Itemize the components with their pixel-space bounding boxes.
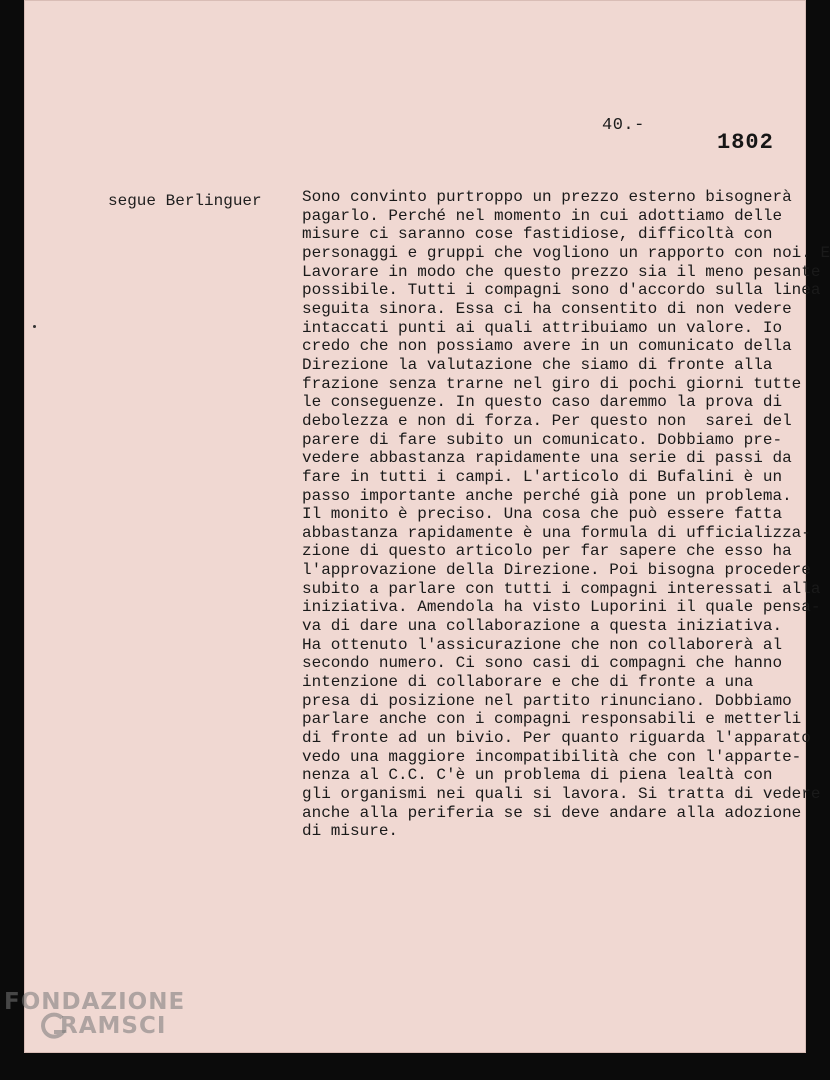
margin-mark bbox=[33, 325, 36, 328]
page-number: 40.- bbox=[602, 116, 645, 135]
text-line: personaggi e gruppi che vogliono un rapporto con noi. E bbox=[302, 243, 830, 262]
watermark-line-2: RAMSCI bbox=[60, 1013, 167, 1039]
text-line: Ha ottenuto l'assicurazione che non collaborerà al bbox=[302, 635, 783, 654]
text-line: zione di questo articolo per far sapere che esso ha bbox=[302, 542, 792, 561]
text-line: intenzione di collaborare e che di fronte a una bbox=[302, 673, 754, 692]
text-line: frazione senza trarne nel giro di pochi giorni tutte bbox=[302, 374, 802, 393]
text-line: gli organismi nei quali si lavora. Si tratta di vedere bbox=[302, 785, 821, 803]
text-line: debolezza e non di forza. Per questo non sarei del bbox=[302, 411, 792, 430]
text-line: di misure. bbox=[302, 822, 399, 841]
text-line: fare in tutti i campi. L'articolo di Bufalini è un bbox=[302, 467, 783, 486]
text-line: credo che non possiamo avere in un comunicato della bbox=[302, 337, 792, 356]
text-line: parlare anche con i compagni responsabili e metterli bbox=[302, 710, 802, 729]
fondazione-gramsci-watermark bbox=[4, 990, 185, 1038]
text-line: secondo numero. Ci sono casi di compagni che hanno bbox=[302, 654, 783, 673]
text-line: parere di fare subito un comunicato. Dobbiamo pre- bbox=[302, 430, 783, 449]
text-line: abbastanza rapidamente è una formula di ufficializza- bbox=[302, 523, 811, 542]
text-line: Il monito è preciso. Una cosa che può essere fatta bbox=[302, 505, 783, 524]
text-line: Lavorare in modo che questo prezzo sia il meno pesante bbox=[302, 262, 821, 281]
text-line: misure ci saranno cose fastidiose, difficoltà con bbox=[302, 225, 773, 244]
text-line: di fronte ad un bivio. Per quanto riguarda l'apparato bbox=[302, 729, 811, 748]
text-line: vedo una maggiore incompatibilità che con l'apparte- bbox=[302, 747, 802, 766]
text-line: l'approvazione della Direzione. Poi bisogna procedere bbox=[302, 561, 811, 580]
text-line: intaccati punti ai quali attribuiamo un valore. Io bbox=[302, 318, 783, 337]
document-number: 1802 bbox=[717, 130, 774, 155]
text-line: Direzione la valutazione che siamo di fronte alla bbox=[302, 355, 773, 374]
text-line: seguita sinora. Essa ci ha consentito di non vedere bbox=[302, 299, 792, 318]
text-line: le conseguenze. In questo caso daremmo la prova di bbox=[302, 393, 783, 412]
text-line: vedere abbastanza rapidamente una serie di passi da bbox=[302, 449, 792, 468]
text-line: iniziativa. Amendola ha visto Luporini il quale pensa- bbox=[302, 598, 821, 617]
transcript-body bbox=[302, 188, 830, 841]
text-line: pagarlo. Perché nel momento in cui adottiamo delle bbox=[302, 206, 783, 225]
text-line: nenza al C.C. C'è un problema di piena lealtà con bbox=[302, 766, 773, 785]
g-logo-icon bbox=[40, 1012, 66, 1042]
document-page bbox=[24, 0, 830, 1053]
text-line: presa di posizione nel partito rinunciano. Dobbiamo bbox=[302, 691, 792, 710]
text-line: subito a parlare con tutti i compagni interessati alla bbox=[302, 579, 821, 598]
speaker-label: segue Berlinguer bbox=[108, 192, 262, 210]
watermark-line-1: FONDAZIONE bbox=[4, 989, 186, 1015]
text-line: possibile. Tutti i compagni sono d'accordo sulla linea bbox=[302, 281, 821, 300]
text-line: va di dare una collaborazione a questa iniziativa. bbox=[302, 617, 783, 636]
text-line: passo importante anche perché già pone un problema. bbox=[302, 486, 792, 505]
text-line: anche alla periferia se si deve andare alla adozione bbox=[302, 803, 802, 822]
text-line: Sono convinto purtroppo un prezzo esterno bisognerà bbox=[302, 188, 792, 206]
